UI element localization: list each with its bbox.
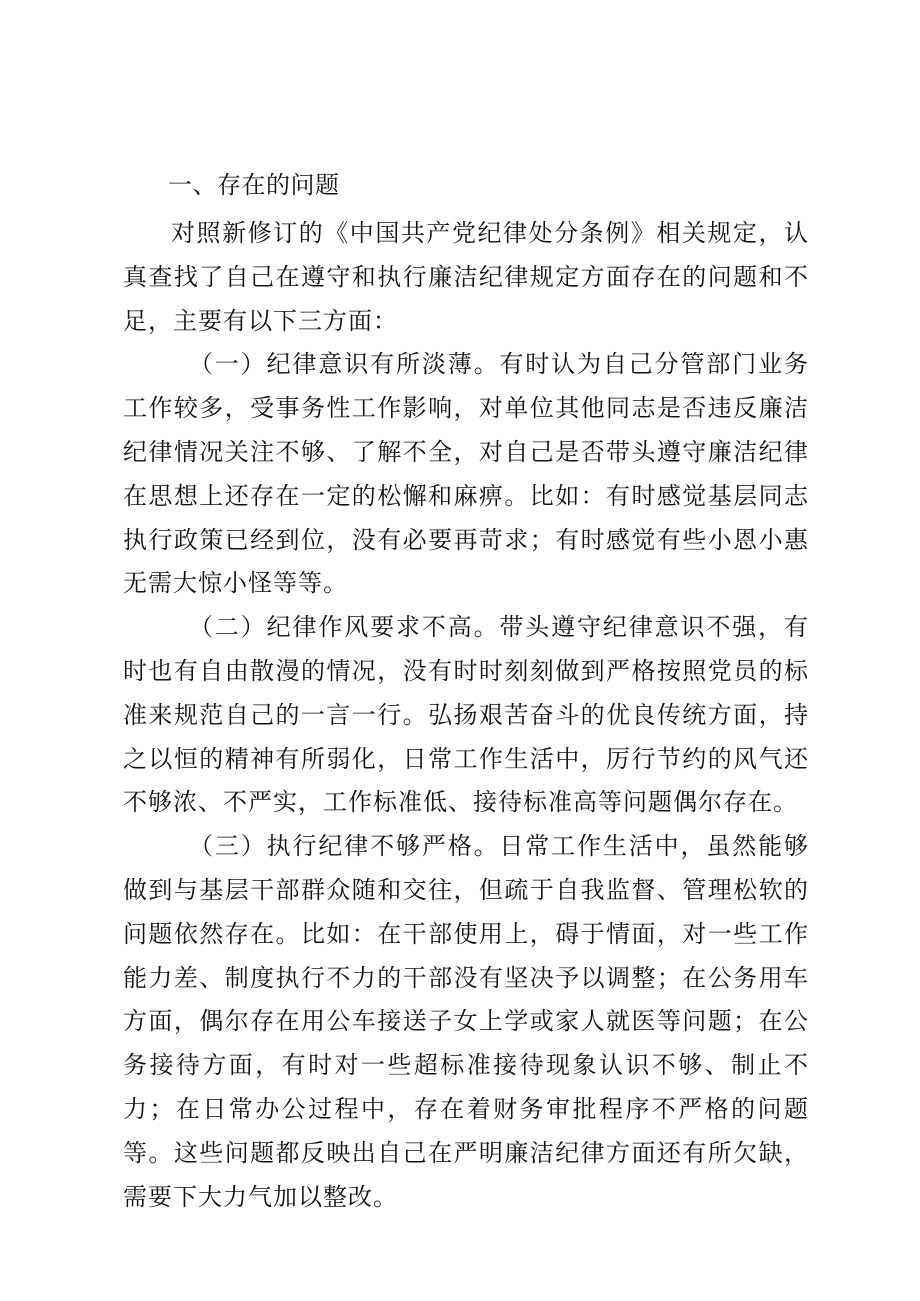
issue-paragraph-2: （二）纪律作风要求不高。带头遵守纪律意识不强，有时也有自由散漫的情况，没有时时刻刻做到严格按照党员的标准来规范自己的一言一行。弘扬艰苦奋斗的优良传统方面，持之以恒的精神有所弱化，日常工作生活中，厉行节约的风气还不够浓、不严实，工作标准低、接待标准高等问题偶尔存在。 (123, 613, 809, 817)
issue-paragraph-3: （三）执行纪律不够严格。日常工作生活中，虽然能够做到与基层干部群众随和交往，但疏于自我监督、管理松软的问题依然存在。比如：在干部使用上，碍于情面，对一些工作能力差、制度执行不力的干部没有坚决予以调整；在公务用车方面，偶尔存在用公车接送子女上学或家人就医等问题；在公务接待方面，有时对一些超标准接待现象认识不够、制止不力；在日常办公过程中，存在着财务审批程序不严格的问题等。这些问题都反映出自己在严明廉洁纪律方面还有所欠缺，需要下大力气加以整改。 (123, 832, 809, 1211)
section-heading: 一、存在的问题 (168, 171, 340, 199)
document-body (123, 158, 809, 1219)
issue-paragraph-1: （一）纪律意识有所淡薄。有时认为自己分管部门业务工作较多，受事务性工作影响，对单位其他同志是否违反廉洁纪律情况关注不够、了解不全，对自己是否带头遵守廉洁纪律在思想上还存在一定的松懈和麻痹。比如：有时感觉基层同志执行政策已经到位，没有必要再苛求；有时感觉有些小恩小惠无需大惊小怪等等。 (123, 350, 809, 598)
intro-paragraph: 对照新修订的《中国共产党纪律处分条例》相关规定，认真查找了自己在遵守和执行廉洁纪律规定方面存在的问题和不足，主要有以下三方面： (123, 219, 809, 335)
